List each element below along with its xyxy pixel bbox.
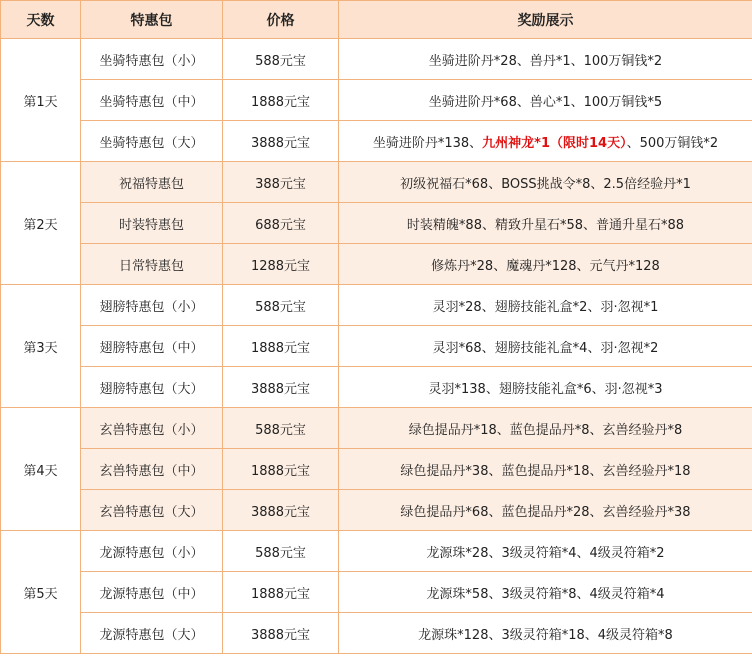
header-price: 价格 (223, 1, 339, 39)
reward-cell (339, 572, 752, 613)
reward-cell (339, 244, 752, 285)
reward-text: 灵羽*138、翅膀技能礼盒*6、羽·忽视*3 (428, 381, 663, 397)
pack-name-cell: 翅膀特惠包（小） (81, 285, 223, 326)
pack-name-cell: 龙源特惠包（中） (81, 572, 223, 613)
reward-text: 龙源珠*28、3级灵符箱*4、4级灵符箱*2 (426, 545, 665, 561)
reward-text: 坐骑进阶丹*68、兽心*1、100万铜钱*5 (428, 94, 663, 110)
price-cell: 3888元宝 (223, 121, 339, 162)
reward-cell (339, 367, 752, 408)
reward-text: 龙源珠*128、3级灵符箱*18、4级灵符箱*8 (418, 627, 673, 643)
table-row (1, 244, 752, 285)
reward-text-tail: 、500万铜钱*2 (626, 135, 719, 151)
reward-cell (339, 326, 752, 367)
table-row (1, 449, 752, 490)
reward-cell (339, 80, 752, 121)
reward-text: 龙源珠*58、3级灵符箱*8、4级灵符箱*4 (426, 586, 665, 602)
day-cell: 第1天 (1, 39, 81, 162)
price-cell: 588元宝 (223, 39, 339, 80)
reward-cell (339, 162, 752, 203)
price-cell: 588元宝 (223, 285, 339, 326)
pack-name-cell: 日常特惠包 (81, 244, 223, 285)
price-cell: 1888元宝 (223, 326, 339, 367)
reward-cell (339, 449, 752, 490)
header-row (1, 1, 752, 39)
price-cell: 1288元宝 (223, 244, 339, 285)
pack-name-cell: 玄兽特惠包（中） (81, 449, 223, 490)
header-pack: 特惠包 (81, 1, 223, 39)
price-cell: 388元宝 (223, 162, 339, 203)
price-cell: 588元宝 (223, 531, 339, 572)
day-cell: 第4天 (1, 408, 81, 531)
reward-cell (339, 408, 752, 449)
table-row (1, 408, 752, 449)
table-body (1, 39, 752, 654)
reward-text: 时装精魄*88、精致升星石*58、普通升星石*88 (406, 217, 685, 233)
table-row (1, 203, 752, 244)
day-cell: 第3天 (1, 285, 81, 408)
pack-name-cell: 坐骑特惠包（大） (81, 121, 223, 162)
header-day: 天数 (1, 1, 81, 39)
pack-name-cell: 玄兽特惠包（大） (81, 490, 223, 531)
table-row (1, 162, 752, 203)
table-row (1, 531, 752, 572)
price-cell: 1888元宝 (223, 449, 339, 490)
table-row (1, 613, 752, 654)
reward-text: 灵羽*28、翅膀技能礼盒*2、羽·忽视*1 (432, 299, 659, 315)
reward-text: 坐骑进阶丹*138、 (372, 135, 483, 151)
pack-name-cell: 坐骑特惠包（小） (81, 39, 223, 80)
reward-cell (339, 203, 752, 244)
reward-text: 绿色提品丹*38、蓝色提品丹*18、玄兽经验丹*18 (400, 463, 691, 479)
price-cell: 3888元宝 (223, 367, 339, 408)
pack-name-cell: 龙源特惠包（大） (81, 613, 223, 654)
reward-text: 灵羽*68、翅膀技能礼盒*4、羽·忽视*2 (432, 340, 659, 356)
pack-name-cell: 时装特惠包 (81, 203, 223, 244)
price-cell: 3888元宝 (223, 613, 339, 654)
reward-cell (339, 531, 752, 572)
day-cell: 第5天 (1, 531, 81, 654)
pack-name-cell: 翅膀特惠包（中） (81, 326, 223, 367)
pack-name-cell: 翅膀特惠包（大） (81, 367, 223, 408)
reward-highlight: 九州神龙*1（限时14天） (482, 135, 627, 151)
reward-text: 修炼丹*28、魔魂丹*128、元气丹*128 (431, 258, 660, 274)
table-row (1, 572, 752, 613)
price-cell: 3888元宝 (223, 490, 339, 531)
pack-name-cell: 玄兽特惠包（小） (81, 408, 223, 449)
reward-cell (339, 490, 752, 531)
pack-name-cell: 龙源特惠包（小） (81, 531, 223, 572)
price-cell: 1888元宝 (223, 80, 339, 121)
day-cell: 第2天 (1, 162, 81, 285)
table-row (1, 490, 752, 531)
table-row (1, 121, 752, 162)
price-cell: 1888元宝 (223, 572, 339, 613)
table-row (1, 39, 752, 80)
reward-text: 绿色提品丹*18、蓝色提品丹*8、玄兽经验丹*8 (408, 422, 683, 438)
reward-cell (339, 285, 752, 326)
table-row (1, 285, 752, 326)
pack-name-cell: 坐骑特惠包（中） (81, 80, 223, 121)
reward-text: 绿色提品丹*68、蓝色提品丹*28、玄兽经验丹*38 (400, 504, 691, 520)
reward-cell (339, 121, 752, 162)
table-row (1, 80, 752, 121)
pack-name-cell: 祝福特惠包 (81, 162, 223, 203)
price-cell: 688元宝 (223, 203, 339, 244)
reward-text: 初级祝福石*68、BOSS挑战令*8、2.5倍经验丹*1 (400, 176, 691, 192)
reward-cell (339, 39, 752, 80)
price-cell: 588元宝 (223, 408, 339, 449)
reward-text: 坐骑进阶丹*28、兽丹*1、100万铜钱*2 (428, 53, 663, 69)
table-row (1, 326, 752, 367)
header-reward: 奖励展示 (339, 1, 752, 39)
reward-cell (339, 613, 752, 654)
table-row (1, 367, 752, 408)
